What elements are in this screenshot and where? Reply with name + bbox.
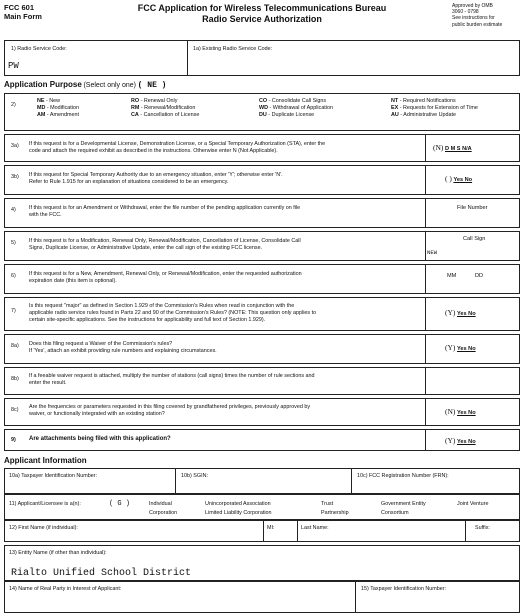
entity-name-row [4,545,520,581]
type-trust[interactable]: Trust [321,501,334,507]
code-nt-desc: - Required Notifications [399,98,456,104]
radio-service-box [4,40,520,76]
code-wd-desc: - Withdrawal of Application [269,105,334,112]
q4-number: 4) [11,207,16,213]
taxpayer-id-label: 10a) Taxpayer Identification Number: [9,473,97,479]
q8c-text [29,404,421,418]
question-4-row [4,198,520,228]
code-md-desc: - Modification [46,105,79,112]
applicant-information-heading: Applicant Information [4,456,87,465]
application-purpose-heading [4,80,166,90]
entity-name-field[interactable]: Rialto Unified School District [11,568,192,579]
middle-initial-field[interactable] [267,533,295,542]
q5-number: 5) [11,240,16,246]
q9-answer[interactable] [445,436,476,445]
q9-text: Are attachments being filed with this application? [29,436,171,442]
application-purpose-title: Application Purpose [4,80,82,89]
code-nt: NT [391,98,399,104]
q3b-number: 3b) [11,174,19,180]
q3a-line-1: If this request is for a Developmental License, Demonstration License, or a Special Temporary Authorization (STA), enter the [29,141,326,147]
q6-line-1: If this request is for a New, Amendment, Renewal Only, or Renewal/Modification, enter the requested authorization [29,271,302,277]
q3a-number: 3a) [11,143,19,149]
q8c-line-1: Are the frequencies or parameters requested in this filing covered by grandfathered privileges, previously approved by [29,404,311,410]
applicant-type-label: 11) Applicant/Licensee is a(n): [9,501,81,507]
real-party-label: 14) Name of Real Party in Interest of Applicant: [9,586,122,592]
code-ro: RO [131,98,140,104]
applicant-10-row [4,468,520,494]
code-ca: CA [131,112,139,119]
q8b-result-field[interactable] [435,376,515,388]
q7-text [29,303,421,324]
applicant-name-row [4,520,520,542]
omb-line-1: Approved by OMB [452,3,493,9]
sgin-field[interactable] [181,482,345,492]
real-party-tin-field[interactable] [361,596,517,608]
purpose-col-3 [259,98,333,120]
q5-call-sign-field[interactable]: NEW [427,249,438,256]
radio-service-code-label: 1) Radio Service Code: [11,46,67,52]
q3a-answer[interactable] [433,143,472,152]
code-ne-desc: - New [46,98,61,104]
q8c-line-2: waiver, or functionally integrated with an existing station? [29,411,165,417]
type-individual[interactable]: Individual [149,501,172,507]
q3a-options: D M S N/A [444,146,472,152]
code-co-desc: - Consolidate Call Signs [268,98,327,104]
code-rm: RM [131,105,140,112]
q6-date-labels: MM DD [447,273,484,279]
q3b-answer[interactable] [445,174,472,183]
code-ne: NE [37,98,45,104]
q3b-value[interactable]: ( ) [445,174,452,183]
q3b-line-2: Refer to Rule 1.915 for an explanation of situations considered to be an emergency. [29,179,229,185]
applicant-type-row [4,494,520,520]
code-ro-desc: - Renewal Only [140,98,178,104]
code-co: CO [259,98,268,104]
code-wd: WD [259,105,268,112]
purpose-col-2 [131,98,199,120]
code-ex-desc: - Requests for Extension of Time [399,105,478,112]
code-am-desc: - Amendment [46,112,79,119]
existing-radio-service-code-field[interactable] [195,61,495,71]
q8a-answer[interactable] [445,343,476,352]
q8c-options: Yes No [456,410,476,416]
form-number: FCC 601 [4,3,35,12]
code-am: AM [37,112,46,119]
q8a-text [29,341,419,355]
question-9-row [4,429,520,451]
omb-line-3: See instructions for [452,15,495,22]
real-party-row [4,581,520,613]
question-8c-row [4,398,520,426]
q4-line-1: If this request is for an Amendment or Withdrawal, enter the file number of the pending application currently on file [29,205,301,211]
q8b-line-2: enter the result. [29,380,67,386]
type-unincorporated-association[interactable]: Unincorporated Association [205,501,271,507]
select-only-one-note: (Select only one) [83,82,136,89]
q6-number: 6) [11,273,16,279]
q9-value[interactable]: (Y) [445,436,456,445]
code-ex: EX [391,105,399,112]
q8a-value[interactable]: (Y) [445,343,456,352]
type-consortium[interactable]: Consortium [381,510,409,516]
q8b-number: 8b) [11,376,19,382]
q3b-text [29,172,419,186]
first-name-label: 12) First Name (if individual): [9,525,78,531]
q9-number: 9) [11,437,16,443]
form-title [0,3,524,25]
real-party-field[interactable] [9,596,349,608]
q8c-number: 8c) [11,407,19,413]
q5-line-1: If this request is for a Modification, Renewal Only, Renewal/Modification, Cancellation of License, Consolidate Call [29,238,301,244]
q5-line-2: Signs, Duplicate License, or Administrative Update, enter the call sign of the existing FCC license. [29,245,263,251]
q7-line-3: certain site-specific applications. See the instructions for applicability and full text of Section 1.929). [29,317,266,323]
q3a-line-2: code and attach the required exhibit as described in the instructions. Otherwise enter N (Not Applicable). [29,148,278,154]
real-party-tin-label: 15) Taxpayer Identification Number: [361,586,446,592]
entity-name-label: 13) Entity Name (if other than individual): [9,550,107,556]
code-du: DU [259,112,267,119]
purpose-codes-row [4,93,520,131]
existing-radio-service-code-label: 1a) Existing Radio Service Code: [193,46,273,52]
sgin-label: 10b) SGIN: [181,473,208,479]
title-line-2: Radio Service Authorization [202,14,322,24]
q2-number: 2) [11,102,16,108]
purpose-col-1 [37,98,79,120]
code-au-desc: - Administrative Update [400,112,457,119]
code-ca-desc: - Cancellation of License [140,112,200,119]
q8b-line-1: If a feeable waiver request is attached, multiply the number of stations (call signs) times the number of rule sections and [29,373,315,379]
frn-field[interactable] [357,482,517,492]
q6-line-2: expiration date (this item is optional). [29,278,117,284]
type-partnership[interactable]: Partnership [321,510,349,516]
q8a-line-2: If 'Yes', attach an exhibit providing rule numbers and explaining circumstances. [29,348,217,354]
purpose-col-4 [391,98,478,120]
omb-line-4: public burden estimate [452,21,503,28]
suffix-label: Suffix: [475,525,490,531]
question-3b-row [4,165,520,195]
middle-initial-label: MI: [267,525,275,531]
q7-line-1: Is this request "major" as defined in Section 1.929 of the Commission's Rules when read in conjunction with the [29,303,295,309]
question-8b-row [4,367,520,395]
question-6-row [4,264,520,294]
q3b-options: Yes No [453,177,473,183]
type-joint-venture[interactable]: Joint Venture [457,501,489,507]
q9-options: Yes No [456,439,476,445]
q3b-line-1: If this request for Special Temporary Authority due to an emergency situation, enter 'Y'; otherwise enter 'N'. [29,172,283,178]
question-7-row [4,297,520,331]
code-rm-desc: - Renewal/Modification [140,105,196,112]
taxpayer-id-field[interactable] [9,482,169,492]
q4-line-2: with the FCC. [29,212,62,218]
q5-text [29,238,419,252]
q6-text [29,271,419,285]
q8c-value[interactable]: (N) [445,407,456,416]
form-name: Main Form [4,12,42,21]
q7-value[interactable]: (Y) [445,308,456,317]
q4-file-number-label: File Number [457,205,488,211]
last-name-label: Last Name: [301,525,329,531]
applicant-type-value[interactable]: ( G ) [109,500,131,508]
q8a-options: Yes No [456,346,476,352]
type-limited-liability-corporation[interactable]: Limited Liability Corporation [205,510,272,516]
purpose-selected-value[interactable]: ( NE ) [137,81,167,90]
last-name-field[interactable] [301,533,461,542]
code-au: AU [391,112,399,119]
radio-service-code-field[interactable]: PW [8,61,19,71]
frn-label: 10c) FCC Registration Number (FRN): [357,473,449,479]
question-3a-row [4,134,520,162]
q4-text [29,205,419,219]
type-government-entity[interactable]: Government Entity [381,501,426,507]
q3a-value[interactable]: (N) [433,143,444,152]
q7-options: Yes No [456,311,476,317]
question-5-row [4,231,520,261]
title-line-1: FCC Application for Wireless Telecommunications Bureau [137,3,387,13]
type-corporation[interactable]: Corporation [149,510,178,516]
q8a-number: 8a) [11,343,19,349]
first-name-field[interactable] [9,533,259,542]
code-du-desc: - Duplicate License [268,112,315,119]
code-md: MD [37,105,46,112]
q7-number: 7) [11,308,16,314]
q8b-text [29,373,421,387]
q7-line-2: applicable radio service rules found in Parts 22 and 90 of the Commission's Rules? (NOTE: This question only applies to [29,310,317,316]
q5-call-sign-label: Call Sign [463,236,486,242]
question-8a-row [4,334,520,364]
q3a-text [29,141,419,155]
q8a-line-1: Does this filing request a Waiver of the Commission's rules? [29,341,173,347]
omb-line-2: 3060 - 0798 [452,9,479,16]
omb-notice [452,3,502,28]
suffix-field[interactable] [469,533,517,542]
q7-answer[interactable] [445,308,476,317]
q8c-answer[interactable] [445,407,476,416]
